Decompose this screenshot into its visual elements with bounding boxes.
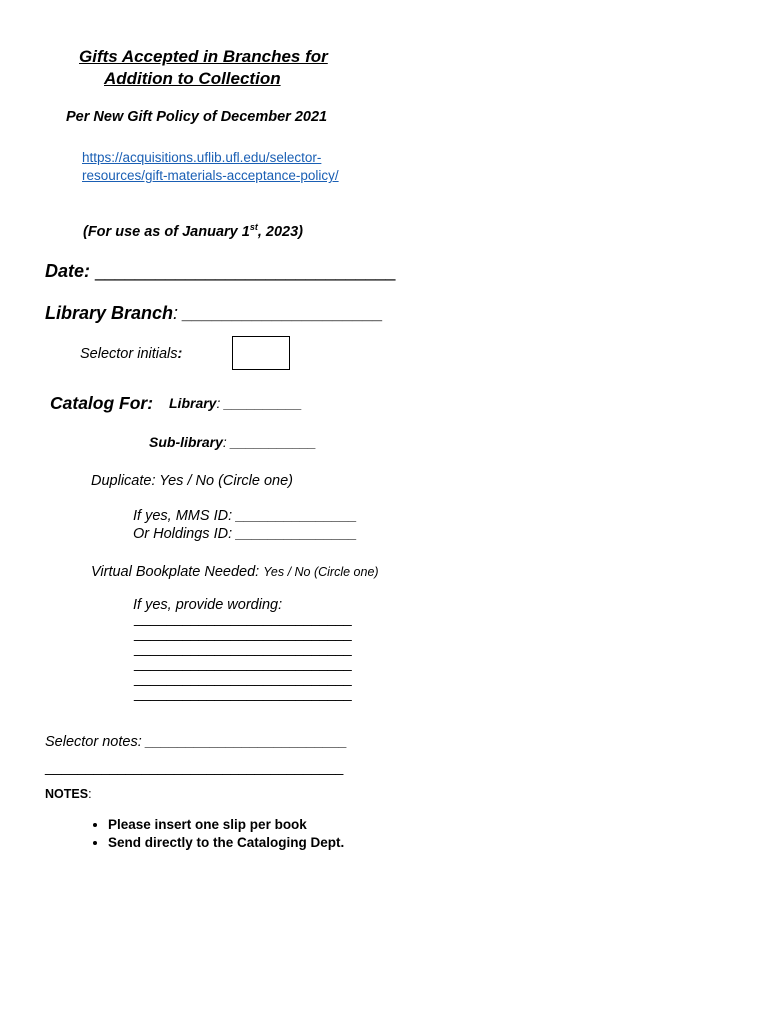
notes-heading-text: NOTES <box>45 787 89 801</box>
duplicate-question[interactable]: Duplicate: Yes / No (Circle one) <box>91 473 294 489</box>
policy-link[interactable] <box>82 149 339 185</box>
selector-initials-text: Selector initials <box>80 346 178 362</box>
library-field[interactable] <box>169 395 302 411</box>
bookplate-question[interactable] <box>91 563 379 581</box>
library-blank: : __________ <box>216 395 303 411</box>
library-branch-blank: : ____________________ <box>173 303 384 323</box>
list-item: • Send directly to the Cataloging Dept. <box>108 834 344 852</box>
bookplate-wording-label: If yes, provide wording: <box>133 597 283 613</box>
selector-notes-field[interactable]: Selector notes: _________________________ <box>45 734 348 750</box>
date-blank: ______________________________ <box>90 261 396 281</box>
wording-line: ___________________________ <box>134 641 352 657</box>
list-item: • Please insert one slip per book <box>108 816 344 834</box>
notes-heading-colon: : <box>88 787 92 801</box>
catalog-for-label: Catalog For: <box>50 393 154 413</box>
library-branch-field[interactable] <box>45 303 383 324</box>
selector-notes-continuation[interactable]: _____________________________________ <box>45 760 344 776</box>
use-date-note <box>83 222 303 240</box>
mms-id-field[interactable]: If yes, MMS ID: _______________ <box>133 508 358 524</box>
bookplate-label: Virtual Bookplate Needed: <box>91 564 264 580</box>
selector-initials-box[interactable] <box>232 336 290 370</box>
use-note-superscript: st <box>249 222 258 232</box>
date-label: Date: <box>45 261 91 281</box>
library-label: Library <box>169 395 217 411</box>
wording-line: ___________________________ <box>134 686 352 702</box>
use-note-prefix: (For use as of January 1 <box>83 223 250 240</box>
use-note-suffix: , 2023) <box>257 223 303 240</box>
notes-list <box>46 816 344 852</box>
policy-link-line-1: https://acquisitions.uflib.ufl.edu/selector- <box>82 150 322 165</box>
bookplate-options: Yes / No (Circle one) <box>263 565 379 579</box>
selector-initials-colon: : <box>177 346 183 362</box>
bookplate-wording-lines[interactable] <box>134 612 352 702</box>
notes-heading <box>45 787 92 801</box>
policy-reference: Per New Gift Policy of December 2021 <box>66 109 328 125</box>
library-branch-label: Library Branch <box>45 303 174 323</box>
holdings-id-field[interactable]: Or Holdings ID: _______________ <box>133 526 358 542</box>
form-title-line-1: Gifts Accepted in Branches for <box>79 47 328 66</box>
policy-link-line-2: resources/gift-materials-acceptance-policy/ <box>82 168 339 183</box>
selector-initials-label <box>80 346 182 362</box>
wording-line: ___________________________ <box>134 671 352 687</box>
sub-library-label: Sub-library <box>149 434 223 450</box>
wording-line: ___________________________ <box>134 611 352 627</box>
wording-line: ___________________________ <box>134 626 352 642</box>
sub-library-field[interactable] <box>149 434 316 450</box>
form-title-line-2: Addition to Collection <box>104 69 281 88</box>
date-field[interactable] <box>45 261 395 282</box>
wording-line: ___________________________ <box>134 656 352 672</box>
sub-library-blank: : ___________ <box>222 434 317 450</box>
